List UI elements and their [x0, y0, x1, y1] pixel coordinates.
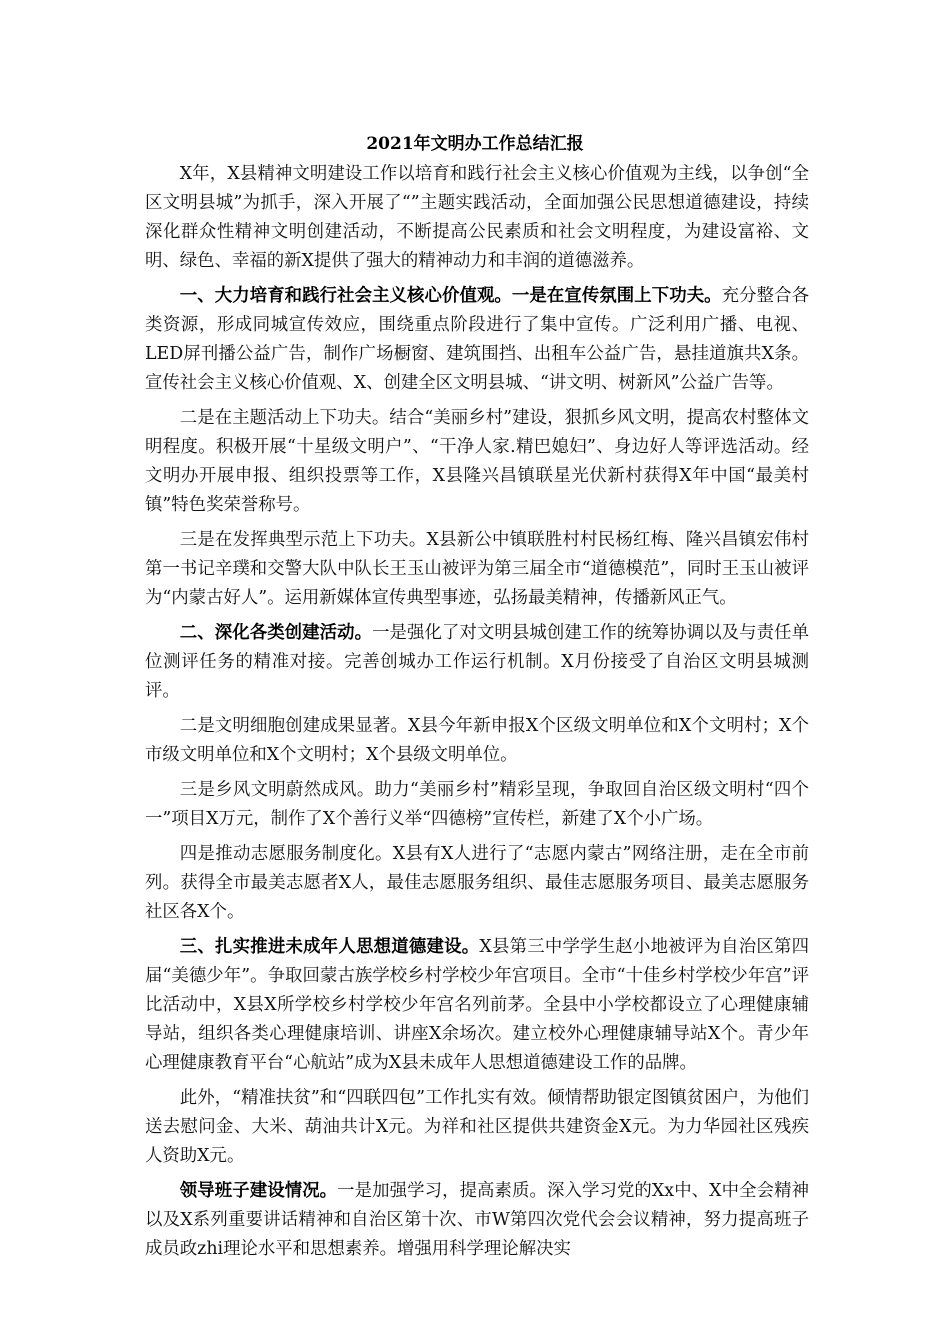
- paragraph-text: 四是推动志愿服务制度化。X县有X人进行了“志愿内蒙古”网络注册，走在全市前列。获得全市最美志愿者X人，最佳志愿服务组织、最佳志愿服务项目、最美志愿服务社区各X个。: [145, 844, 809, 922]
- paragraph-section-2: [145, 619, 809, 706]
- section-heading: 一、大力培育和践行社会主义核心价值观。一是在宣传氛围上下功夫。: [179, 286, 722, 306]
- paragraph-section-3: [145, 933, 809, 1078]
- paragraph-intro: [145, 160, 809, 276]
- paragraph-text: 充分整合各类资源，形成同城宣传效应，围绕重点阶段进行了集中宣传。广泛利用广播、电视、LED屏刊播公益广告，制作广场橱窗、建筑围挡、出租车公益广告，悬挂道旗共X条。宣传社会主义核心价值观、X、创建全区文明县城、“讲文明、树新风”公益广告等。: [145, 286, 809, 393]
- paragraph-section-1: [145, 282, 809, 398]
- paragraph: [145, 712, 809, 770]
- paragraph: [145, 840, 809, 927]
- section-heading: 三、扎实推进未成年人思想道德建设。: [179, 937, 480, 957]
- paragraph-text: 三是乡风文明蔚然成风。助力“美丽乡村”精彩呈现，争取回自治区级文明村“四个一”项目X万元，制作了X个善行义举“四德榜”宣传栏，新建了X个小广场。: [145, 780, 809, 829]
- paragraph: [145, 526, 809, 613]
- paragraph: [145, 404, 809, 520]
- paragraph-text: 一是加强学习，提高素质。深入学习党的Xx中、X中全会精神以及X系列重要讲话精神和自治区第十次、市W第四次党代会会议精神，努力提高班子成员政zhi理论水平和思想素养。增强用科学理论解决实: [145, 1181, 809, 1259]
- paragraph-text: 二是文明细胞创建成果显著。X县今年新申报X个区级文明单位和X个文明村；X个市级文明单位和X个文明村；X个县级文明单位。: [145, 716, 809, 765]
- paragraph-section-leadership: [145, 1177, 809, 1264]
- paragraph: [145, 776, 809, 834]
- paragraph-text: 二是在主题活动上下功夫。结合“美丽乡村”建设，狠抓乡风文明，提高农村整体文明程度。积极开展“十星级文明户”、“干净人家.精巴媳妇”、身边好人等评选活动。经文明办开展申报、组织投票等工作，X县隆兴昌镇联星光伏新村获得X年中国“最美村镇”特色奖荣誉称号。: [145, 408, 809, 515]
- paragraph-text: 一是强化了对文明县城创建工作的统筹协调以及与责任单位测评任务的精准对接。完善创城办工作运行机制。X月份接受了自治区文明县城测评。: [145, 623, 809, 701]
- document-body: [145, 160, 809, 1266]
- section-heading: 二、深化各类创建活动。: [179, 623, 373, 643]
- paragraph-text: X年，X县精神文明建设工作以培育和践行社会主义核心价值观为主线，以争创“全区文明县城”为抓手，深入开展了“”主题实践活动，全面加强公民思想道德建设，持续深化群众性精神文明创建活动，不断提高公民素质和社会文明程度，为建设富裕、文明、绿色、幸福的新X提供了强大的精神动力和丰润的道德滋养。: [145, 164, 809, 271]
- paragraph-text: 三是在发挥典型示范上下功夫。X县新公中镇联胜村村民杨红梅、隆兴昌镇宏伟村第一书记辛璞和交警大队中队长王玉山被评为第三届全市“道德模范”，同时王玉山被评为“内蒙古好人”。运用新媒体宣传典型事迹，弘扬最美精神，传播新风正气。: [145, 530, 809, 608]
- document-title: 2021年文明办工作总结汇报: [366, 134, 584, 154]
- paragraph-text: 此外，“精准扶贫”和“四联四包”工作扎实有效。倾情帮助银定图镇贫困户，为他们送去慰问金、大米、葫油共计X元。为祥和社区提供共建资金X元。为力华园社区残疾人资助X元。: [145, 1088, 809, 1166]
- paragraph-text: X县第三中学学生赵小地被评为自治区第四届“美德少年”。争取回蒙古族学校乡村学校少年宫项目。全市“十佳乡村学校少年宫”评比活动中，X县X所学校乡村学校少年宫名列前茅。全县中小学校都设立了心理健康辅导站，组织各类心理健康培训、讲座X余场次。建立校外心理健康辅导站X个。青少年心理健康教育平台“心航站”成为X县未成年人思想道德建设工作的品牌。: [145, 937, 809, 1073]
- paragraph: [145, 1084, 809, 1171]
- section-heading: 领导班子建设情况。: [179, 1181, 338, 1201]
